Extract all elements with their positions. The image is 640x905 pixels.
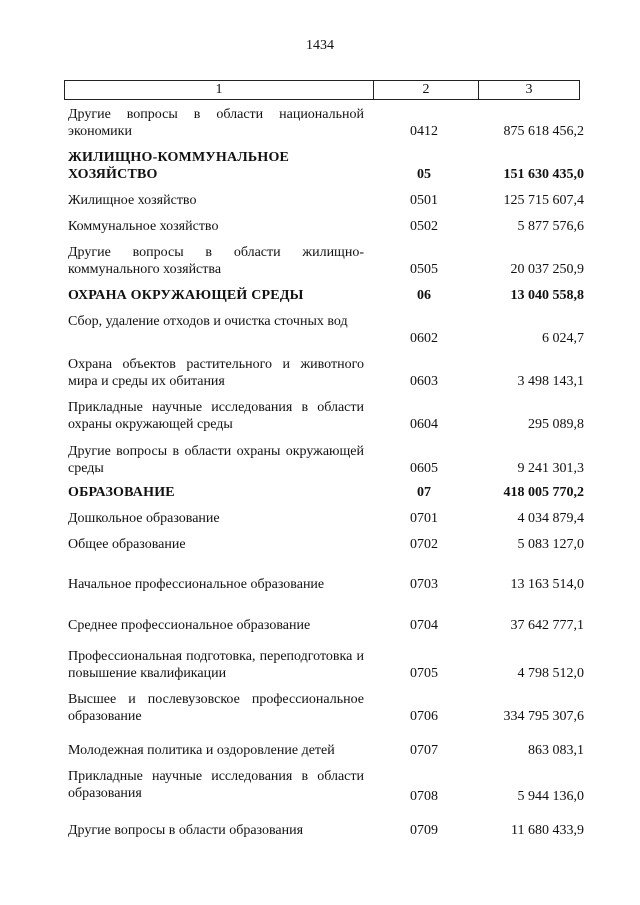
row-name: Другие вопросы в области жилищно-коммунального хозяйства — [68, 245, 364, 277]
header-col-3: 3 — [525, 82, 533, 97]
row-code: 0412 — [410, 124, 438, 139]
row-code: 06 — [417, 288, 431, 303]
row-amount: 4 034 879,4 — [517, 511, 584, 526]
row-name: Среднее профессиональное образование — [68, 618, 311, 633]
row-amount: 875 618 456,2 — [503, 124, 584, 139]
row-amount: 334 795 307,6 — [503, 709, 584, 724]
row-code: 05 — [417, 167, 431, 182]
row-amount: 418 005 770,2 — [503, 485, 584, 500]
row-name: Начальное профессиональное образование — [68, 577, 325, 592]
row-code: 0707 — [410, 743, 438, 758]
row-amount: 11 680 433,9 — [511, 823, 584, 838]
row-name: ОБРАЗОВАНИЕ — [68, 485, 175, 500]
row-name: Общее образование — [68, 537, 186, 552]
row-name: Другие вопросы в области охраны окружающей среды — [68, 444, 364, 476]
row-amount: 13 040 558,8 — [510, 288, 584, 303]
row-code: 0501 — [410, 193, 438, 208]
row-code: 0603 — [410, 374, 438, 389]
row-code: 0701 — [410, 511, 438, 526]
row-name: Сбор, удаление отходов и очистка сточных вод — [68, 314, 348, 329]
row-amount: 5 083 127,0 — [517, 537, 584, 552]
row-name: ЖИЛИЩНО-КОММУНАЛЬНОЕ ХОЗЯЙСТВО — [68, 150, 290, 182]
row-amount: 9 241 301,3 — [517, 461, 584, 476]
row-code: 07 — [417, 485, 431, 500]
row-code: 0705 — [410, 666, 438, 681]
row-name: ОХРАНА ОКРУЖАЮЩЕЙ СРЕДЫ — [68, 288, 304, 303]
row-name: Профессиональная подготовка, переподготовка и повышение квалификации — [68, 649, 364, 681]
row-amount: 863 083,1 — [528, 743, 584, 758]
row-amount: 37 642 777,1 — [510, 618, 584, 633]
row-code: 0605 — [410, 461, 438, 476]
row-code: 0702 — [410, 537, 438, 552]
row-amount: 125 715 607,4 — [503, 193, 584, 208]
row-code: 0505 — [410, 262, 438, 277]
row-name: Жилищное хозяйство — [68, 193, 197, 208]
row-code: 0703 — [410, 577, 438, 592]
row-name: Молодежная политика и оздоровление детей — [68, 743, 335, 758]
row-name: Прикладные научные исследования в области охраны окружающей среды — [68, 400, 364, 432]
row-amount: 20 037 250,9 — [510, 262, 584, 277]
header-col-2: 2 — [374, 81, 479, 99]
row-code: 0502 — [410, 219, 438, 234]
row-amount: 6 024,7 — [542, 331, 584, 346]
row-code: 0709 — [410, 823, 438, 838]
table-header — [64, 80, 580, 100]
header-col-1: 1 — [65, 81, 374, 99]
row-amount: 4 798 512,0 — [517, 666, 584, 681]
row-amount: 5 877 576,6 — [517, 219, 584, 234]
row-amount: 295 089,8 — [528, 417, 584, 432]
row-name: Другие вопросы в области образования — [68, 823, 304, 838]
row-code: 0604 — [410, 417, 438, 432]
row-name: Дошкольное образование — [68, 511, 220, 526]
row-code: 0708 — [410, 789, 438, 804]
row-name: Охрана объектов растительного и животного мира и среды их обитания — [68, 357, 364, 389]
row-code: 0602 — [410, 331, 438, 346]
page-number: 1434 — [306, 38, 334, 53]
row-name: Коммунальное хозяйство — [68, 219, 219, 234]
row-code: 0704 — [410, 618, 438, 633]
table-body — [0, 100, 640, 905]
row-amount: 5 944 136,0 — [517, 789, 584, 804]
row-amount: 13 163 514,0 — [510, 577, 584, 592]
row-name: Другие вопросы в области национальной экономики — [68, 107, 364, 139]
row-name: Прикладные научные исследования в области образования — [68, 769, 364, 801]
row-code: 0706 — [410, 709, 438, 724]
row-amount: 3 498 143,1 — [517, 374, 584, 389]
row-amount: 151 630 435,0 — [503, 167, 584, 182]
row-name: Высшее и послевузовское профессиональное образование — [68, 692, 364, 724]
